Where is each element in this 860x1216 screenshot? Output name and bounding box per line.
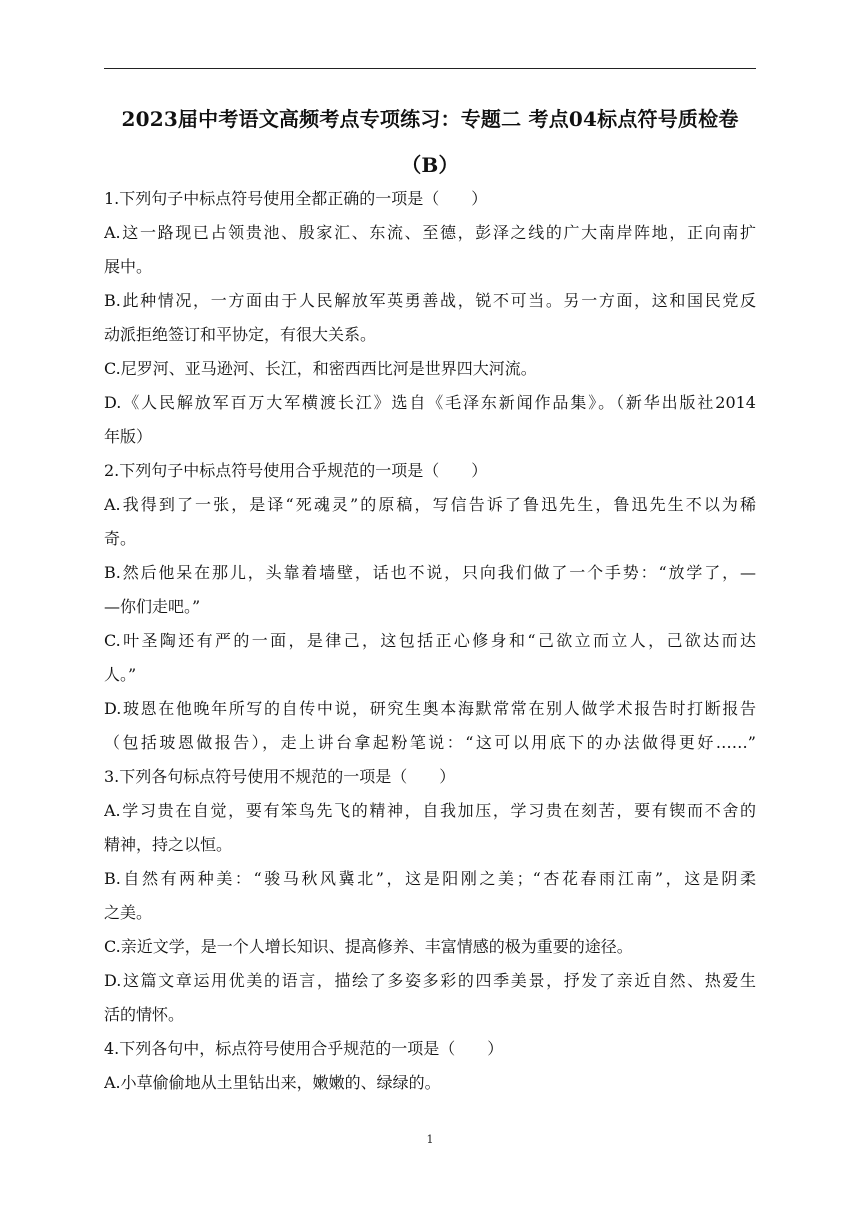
question-stem: 1.下列句子中标点符号使用全都正确的一项是（ ）	[104, 189, 488, 208]
option-line: B.此种情况，一方面由于人民解放军英勇善战，锐不可当。另一方面，这和国民党反	[104, 291, 756, 310]
option-line: 活的情怀。	[104, 1005, 185, 1024]
option-line: —你们走吧。”	[104, 597, 201, 616]
title-main: 2023届中考语文高频考点专项练习：专题二 考点04标点符号质检卷	[121, 107, 739, 131]
option-line: D.这篇文章运用优美的语言，描绘了多姿多彩的四季美景，抒发了亲近自然、热爱生	[104, 971, 756, 990]
header-rule	[104, 68, 756, 69]
option-line: 展中。	[104, 257, 153, 276]
option-line: A.学习贵在自觉，要有笨鸟先飞的精神，自我加压，学习贵在刻苦，要有锲而不舍的	[104, 801, 756, 820]
question-body	[104, 182, 756, 1100]
option-line: 动派拒绝签订和平协定，有很大关系。	[104, 325, 377, 344]
option-line: C.叶圣陶还有严的一面，是律己，这包括正心修身和“己欲立而立人，己欲达而达	[104, 631, 756, 650]
question-stem: 3.下列各句标点符号使用不规范的一项是（ ）	[104, 767, 456, 786]
title-suffix: （B）	[401, 153, 459, 177]
option-line: （包括玻恩做报告），走上讲台拿起粉笔说：“这可以用底下的办法做得更好……”	[104, 733, 756, 752]
option-line: A.这一路现已占领贵池、殷家汇、东流、至德，彭泽之线的广大南岸阵地，正向南扩	[104, 223, 756, 242]
option-line: B.自然有两种美：“骏马秋风冀北”，这是阳刚之美；“杏花春雨江南”，这是阴柔	[104, 869, 756, 888]
option-line: D.《人民解放军百万大军横渡长江》选自《毛泽东新闻作品集》。（新华出版社2014	[104, 393, 756, 412]
option-line: C.尼罗河、亚马逊河、长江，和密西西比河是世界四大河流。	[104, 359, 537, 378]
option-line: 精神，持之以恒。	[104, 835, 233, 854]
option-line: A.小草偷偷地从土里钻出来，嫩嫩的、绿绿的。	[104, 1073, 441, 1092]
question-stem: 4.下列各句中，标点符号使用合乎规范的一项是（ ）	[104, 1039, 504, 1058]
option-line: A.我得到了一张，是译“死魂灵”的原稿，写信告诉了鲁迅先生，鲁迅先生不以为稀	[104, 495, 756, 514]
option-line: 之美。	[104, 903, 153, 922]
page-number: 1	[426, 1133, 434, 1146]
option-line: D.玻恩在他晚年所写的自传中说，研究生奥本海默常常在别人做学术报告时打断报告	[104, 699, 756, 718]
option-line: B.然后他呆在那儿，头靠着墙壁，话也不说，只向我们做了一个手势：“放学了，—	[104, 563, 756, 582]
option-line: C.亲近文学，是一个人增长知识、提高修养、丰富情感的极为重要的途径。	[104, 937, 633, 956]
page-title	[104, 96, 756, 188]
question-stem: 2.下列句子中标点符号使用合乎规范的一项是（ ）	[104, 461, 488, 480]
option-line: 年版）	[104, 427, 153, 446]
option-line: 奇。	[104, 529, 137, 548]
option-line: 人。”	[104, 665, 137, 684]
